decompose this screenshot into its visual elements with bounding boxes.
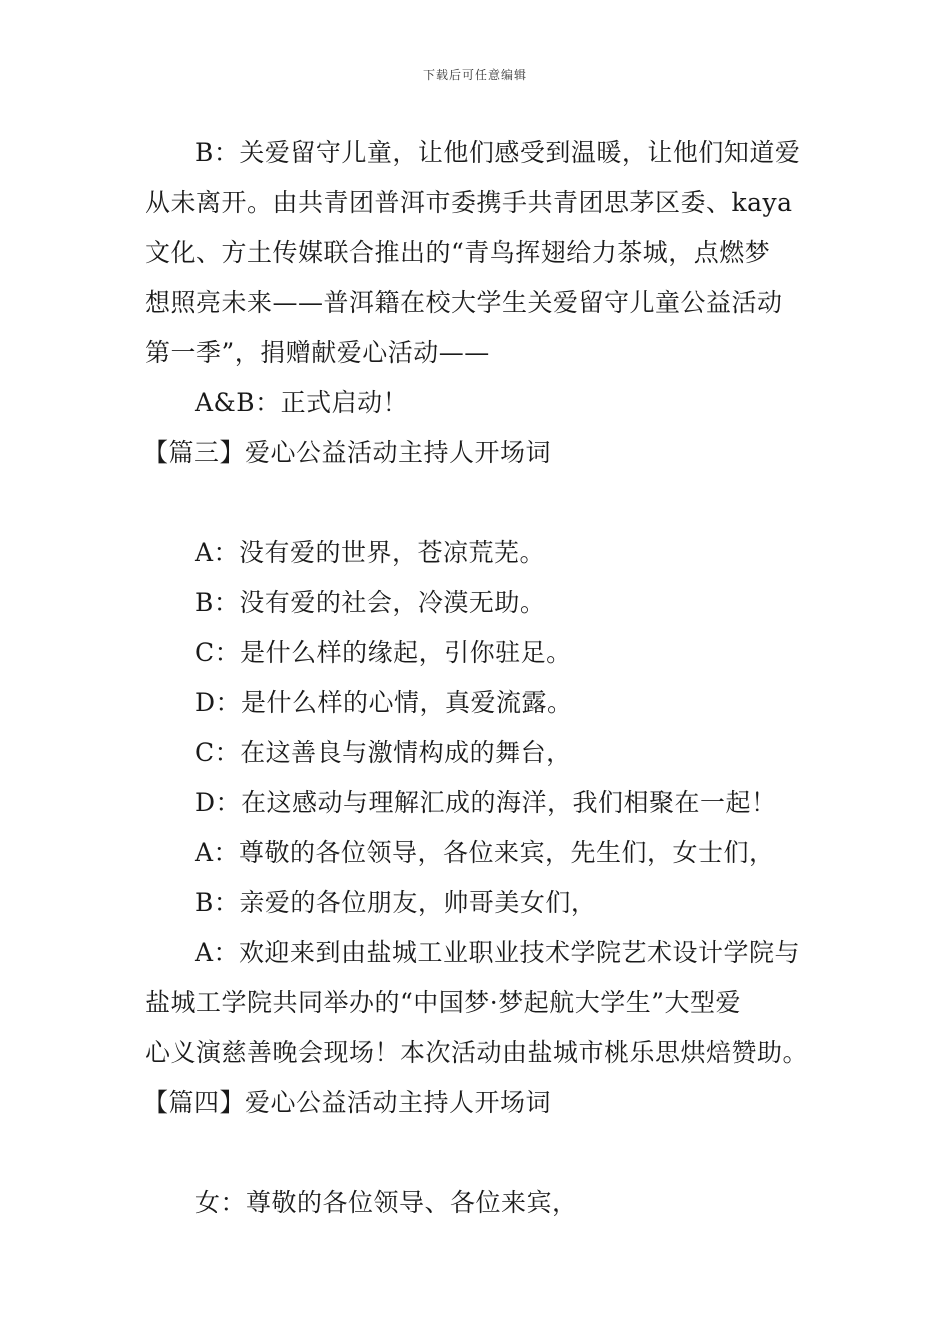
dialogue-line: B：没有爱的社会，冷漠无助。	[195, 588, 546, 617]
paragraph-line: A&B：正式启动！	[195, 388, 409, 417]
paragraph-line: B：关爱留守儿童，让他们感受到温暖，让他们知道爱	[195, 138, 801, 167]
section-heading: 【篇三】爱心公益活动主持人开场词	[143, 438, 552, 467]
paragraph-line: 心义演慈善晚会现场！本次活动由盐城市桃乐思烘焙赞助。	[145, 1038, 809, 1067]
paragraph-line: 想照亮未来——普洱籍在校大学生关爱留守儿童公益活动	[145, 288, 783, 317]
paragraph-line: 从未离开。由共青团普洱市委携手共青团思茅区委、kaya	[145, 188, 793, 217]
dialogue-line: A：尊敬的各位领导，各位来宾，先生们，女士们，	[195, 838, 775, 867]
paragraph-line: 文化、方土传媒联合推出的“青鸟挥翅给力茶城，点燃梦	[145, 238, 771, 267]
dialogue-line: A：欢迎来到由盐城工业职业技术学院艺术设计学院与	[195, 938, 801, 967]
paragraph-line: 盐城工学院共同举办的“中国梦·梦起航大学生”大型爱	[145, 988, 742, 1017]
dialogue-line: D：在这感动与理解汇成的海洋，我们相聚在一起！	[195, 788, 777, 817]
document-body	[145, 128, 813, 1228]
blank-line	[145, 478, 813, 528]
dialogue-line: B：亲爱的各位朋友，帅哥美女们，	[195, 888, 597, 917]
section-heading: 【篇四】爱心公益活动主持人开场词	[143, 1088, 552, 1117]
dialogue-line: C：在这善良与激情构成的舞台，	[195, 738, 572, 767]
blank-line	[145, 1128, 813, 1178]
dialogue-line: C：是什么样的缘起，引你驻足。	[195, 638, 572, 667]
dialogue-line: D：是什么样的心情，真爱流露。	[195, 688, 573, 717]
page-header: 下载后可任意编辑	[422, 68, 527, 82]
dialogue-line: 女：尊敬的各位领导、各位来宾，	[195, 1188, 578, 1217]
dialogue-line: A：没有爱的世界，苍凉荒芜。	[195, 538, 546, 567]
paragraph-line: 第一季”，捐赠献爱心活动——	[145, 338, 490, 367]
